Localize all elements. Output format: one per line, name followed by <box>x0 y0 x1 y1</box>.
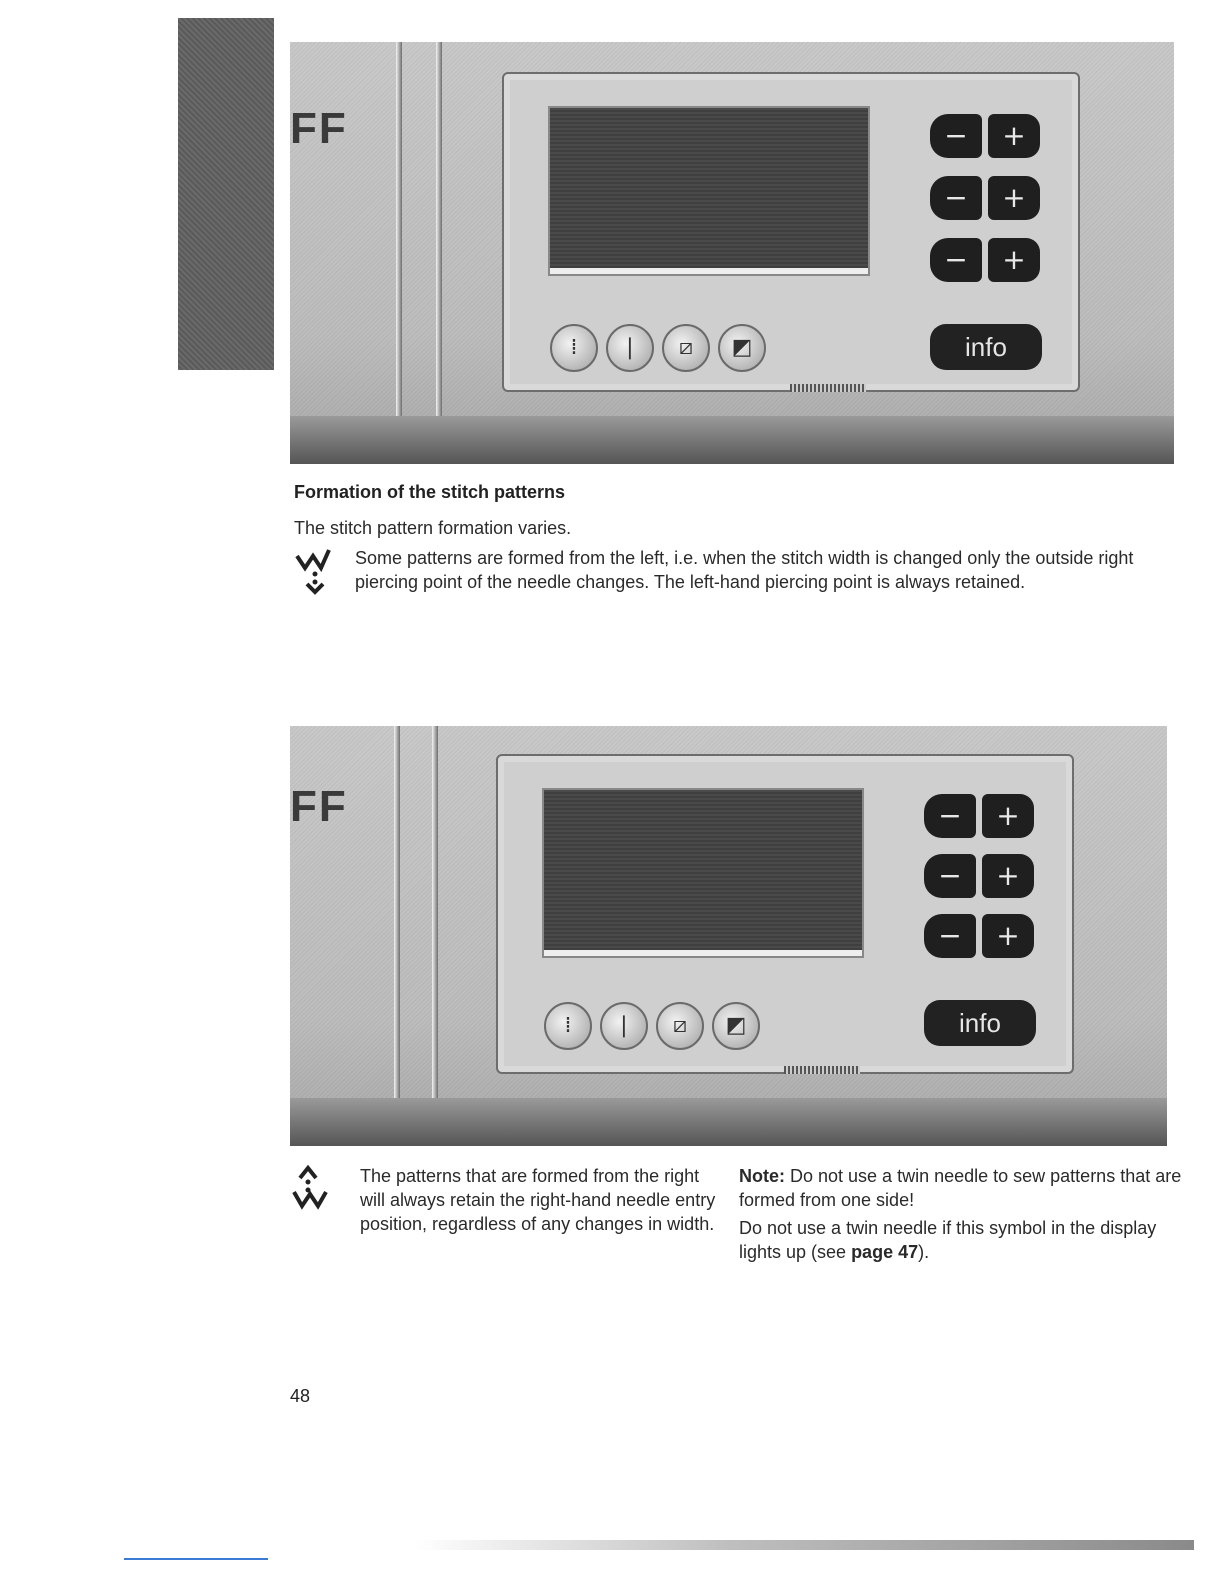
display-screen <box>550 108 868 274</box>
control-panel <box>502 72 1080 392</box>
note-text: Do not use a twin needle to sew patterns that are formed from one side! <box>739 1166 1182 1210</box>
section-tab-marker <box>178 18 274 370</box>
stitch-mirror-button[interactable]: ⧄ <box>656 1002 704 1050</box>
panel-edge-line <box>432 726 438 1146</box>
plus-button[interactable]: + <box>988 176 1040 220</box>
plus-button[interactable]: + <box>988 238 1040 282</box>
machine-base <box>290 416 1174 464</box>
scan-edge-bar <box>414 1540 1194 1550</box>
twin-needle-button[interactable]: ◩ <box>712 1002 760 1050</box>
left-formed-stitch-icon <box>293 548 345 596</box>
machine-panel-photo-top <box>290 42 1174 464</box>
left-formed-text: Some patterns are formed from the left, i.e. when the stitch width is changed only the outside right piercing point of the needle changes. The left-hand piercing point is always retained. <box>355 548 1134 592</box>
adjust-button-row-3 <box>924 914 1036 958</box>
brand-logo: FF <box>290 104 348 153</box>
minus-button[interactable]: − <box>924 794 976 838</box>
page-number: 48 <box>290 1386 311 1406</box>
note2-text: Do not use a twin needle if this symbol in the display lights up (see <box>739 1218 1157 1262</box>
plus-button[interactable]: + <box>982 854 1034 898</box>
brand-logo: FF <box>290 782 348 831</box>
needle-stop-button[interactable]: ⁞ <box>544 1002 592 1050</box>
needle-position-button[interactable]: ❘ <box>600 1002 648 1050</box>
display-screen <box>544 790 862 956</box>
machine-base <box>290 1098 1167 1146</box>
page-reference: page 47 <box>851 1242 919 1262</box>
plus-button[interactable]: + <box>988 114 1040 158</box>
panel-edge-line <box>436 42 442 464</box>
info-button[interactable]: info <box>924 1000 1036 1046</box>
needle-position-button[interactable]: ❘ <box>606 324 654 372</box>
footer-rule <box>124 1558 268 1560</box>
stitch-mirror-button[interactable]: ⧄ <box>662 324 710 372</box>
right-formed-stitch-icon <box>292 1164 344 1212</box>
adjust-button-row-1 <box>924 794 1036 838</box>
note-paragraph-2 <box>739 1216 1189 1264</box>
adjust-button-row-3 <box>930 238 1042 282</box>
adjust-button-row-1 <box>930 114 1042 158</box>
minus-button[interactable]: − <box>930 176 982 220</box>
info-button[interactable]: info <box>930 324 1042 370</box>
intro-text: The stitch pattern formation varies. <box>294 518 572 538</box>
note-paragraph <box>739 1164 1189 1212</box>
adjust-button-row-2 <box>930 176 1042 220</box>
panel-slot <box>790 384 866 392</box>
panel-slot <box>784 1066 860 1074</box>
adjust-button-row-2 <box>924 854 1036 898</box>
right-formed-text: The patterns that are formed from the right will always retain the right-hand needle entry position, regardless of any changes in width. <box>360 1166 716 1234</box>
plus-button[interactable]: + <box>982 794 1034 838</box>
machine-panel-photo-bottom <box>290 726 1167 1146</box>
minus-button[interactable]: − <box>924 854 976 898</box>
needle-stop-button[interactable]: ⁞ <box>550 324 598 372</box>
note2-end: ). <box>918 1242 930 1262</box>
minus-button[interactable]: − <box>930 114 982 158</box>
minus-button[interactable]: − <box>930 238 982 282</box>
twin-needle-button[interactable]: ◩ <box>718 324 766 372</box>
note-label: Note: <box>739 1166 785 1186</box>
panel-edge-line <box>396 42 402 464</box>
panel-edge-line <box>394 726 400 1146</box>
section-heading: Formation of the stitch patterns <box>294 482 566 502</box>
minus-button[interactable]: − <box>924 914 976 958</box>
plus-button[interactable]: + <box>982 914 1034 958</box>
control-panel <box>496 754 1074 1074</box>
